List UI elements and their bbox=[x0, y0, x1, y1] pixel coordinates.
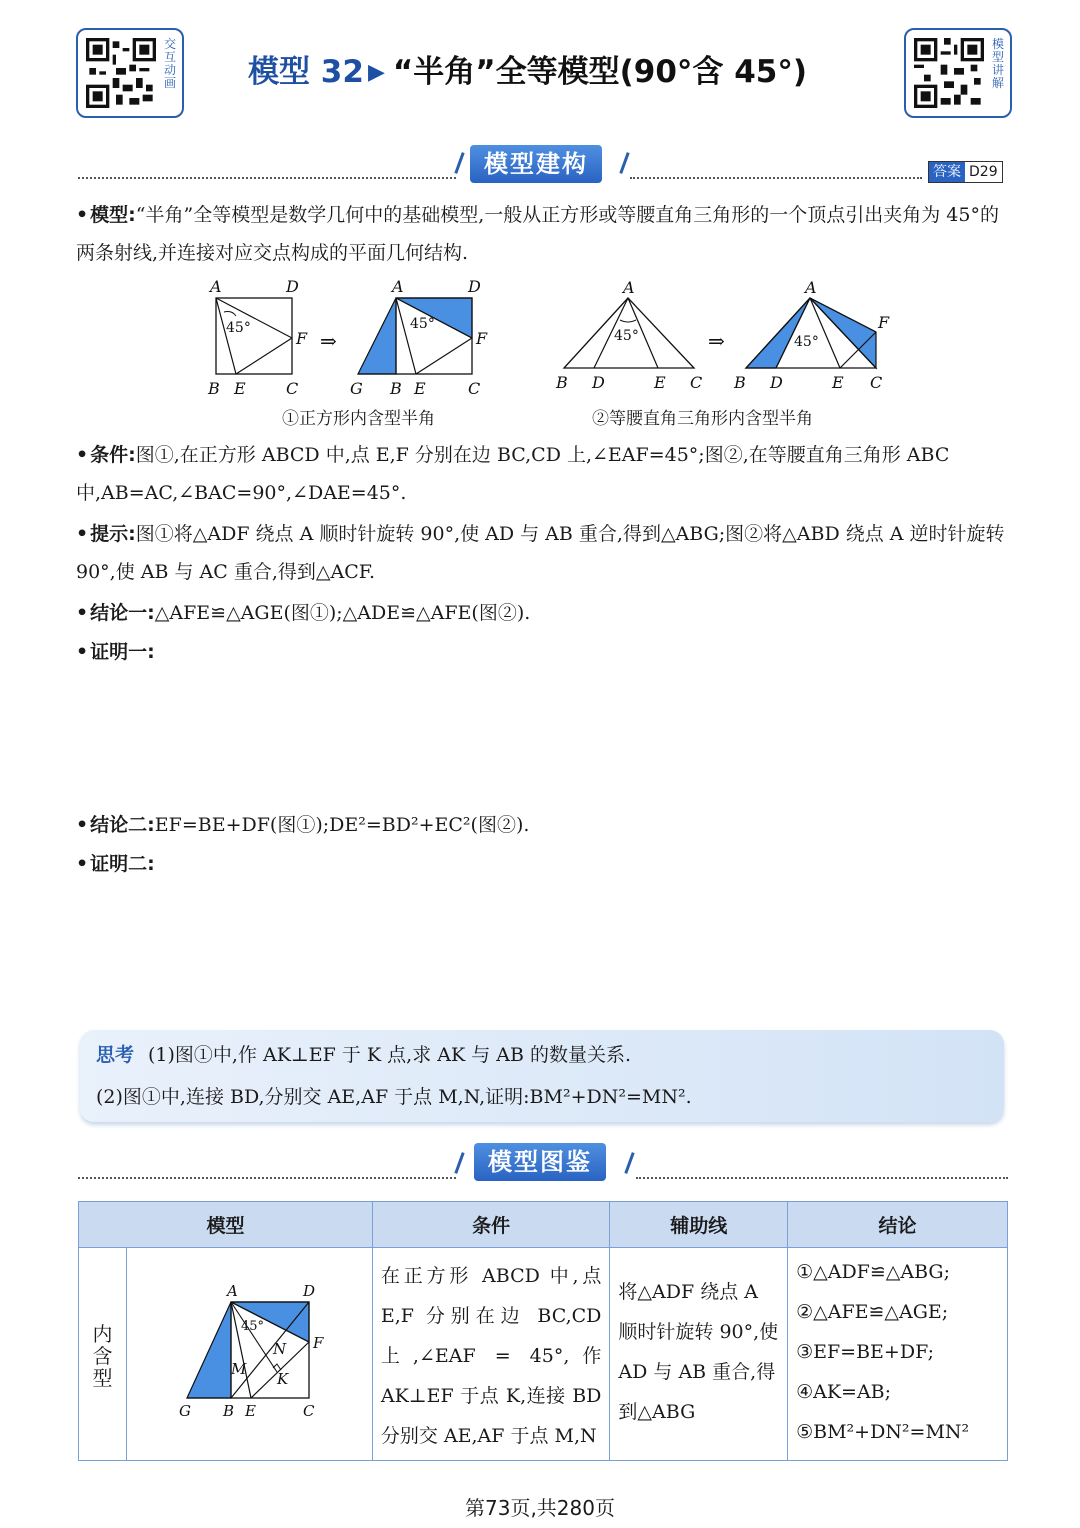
condition-text: 图①,在正方形 ABCD 中,点 E,F 分别在边 BC,CD 上,∠EAF=45°;图②,在等腰直角三角形 ABC 中,AB=AC,∠BAC=90°,∠DAE=45°. bbox=[76, 444, 950, 504]
answer-code: D29 bbox=[969, 164, 998, 180]
conclusion-two: • 结论二:EF=BE+DF(图①);DE²=BD²+EC²(图②). bbox=[76, 814, 530, 836]
conclusion-item: ④AK=AB; bbox=[796, 1381, 892, 1403]
think-label: 思考 bbox=[96, 1044, 135, 1066]
answer-reference-badge bbox=[928, 161, 1003, 183]
point-label: C bbox=[286, 379, 299, 398]
table-row bbox=[79, 1248, 1008, 1461]
conclusion-one-label: 结论一: bbox=[90, 602, 155, 624]
point-label: B bbox=[208, 379, 220, 398]
point-label: E bbox=[832, 373, 844, 392]
hint-text: 图①将△ADF 绕点 A 顺时针旋转 90°,使 AD 与 AB 重合,得到△ABG;图②将△ABD 绕点 A 逆时针旋转 90°,使 AB 与 AC 重合,得到△ACF. bbox=[76, 523, 1005, 583]
think-question-2: (2)图①中,连接 BD,分别交 AE,AF 于点 M,N,证明:BM²+DN²=MN². bbox=[96, 1086, 692, 1108]
qr-code-icon bbox=[914, 38, 984, 108]
point-label: C bbox=[870, 373, 883, 392]
point-label: K bbox=[276, 1369, 289, 1388]
point-label: E bbox=[414, 379, 426, 398]
condition-label: 条件: bbox=[90, 444, 136, 466]
point-label: C bbox=[690, 373, 703, 392]
qr-code-lecture[interactable] bbox=[904, 28, 1012, 118]
point-label: A bbox=[805, 278, 817, 297]
model-type-cell bbox=[79, 1248, 127, 1461]
table-header: 模型 bbox=[79, 1202, 373, 1248]
page-indicator: 第73页,共280页 bbox=[465, 1496, 615, 1520]
divider bbox=[454, 1152, 464, 1174]
angle-label: 45° bbox=[614, 328, 639, 344]
model-text: “半角”全等模型是数学几何中的基础模型,一般从正方形或等腰直角三角形的一个顶点引出夹角为 45°的两条射线,并连接对应交点构成的平面几何结构. bbox=[76, 204, 999, 264]
point-label: D bbox=[286, 277, 299, 296]
qr-label: 模型讲解 bbox=[992, 37, 1005, 90]
table-header: 条件 bbox=[372, 1202, 610, 1248]
point-label: D bbox=[302, 1281, 315, 1300]
proof-one: • 证明一: bbox=[76, 641, 155, 663]
point-label: B bbox=[390, 379, 402, 398]
conclusion-item: ①△ADF≌△ABG; bbox=[796, 1261, 951, 1283]
think-question-1 bbox=[96, 1040, 631, 1067]
point-label: A bbox=[226, 1281, 238, 1300]
table-header: 结论 bbox=[788, 1202, 1008, 1248]
model-figure-cell bbox=[126, 1248, 372, 1461]
answer-label: 答案 bbox=[929, 162, 965, 182]
figure-square-half-angle bbox=[200, 276, 520, 402]
divider bbox=[636, 1177, 1008, 1179]
angle-label: 45° bbox=[794, 334, 819, 350]
point-label: A bbox=[392, 277, 404, 296]
qr-label: 交互动画 bbox=[164, 37, 177, 90]
point-label: B bbox=[222, 1401, 234, 1420]
point-label: A bbox=[623, 278, 635, 297]
figure-caption-2: ②等腰直角三角形内含型半角 bbox=[592, 409, 813, 429]
point-label: D bbox=[770, 373, 783, 392]
conclusion-one: • 结论一:△AFE≌△AGE(图①);△ADE≌△AFE(图②). bbox=[76, 602, 531, 624]
model-number: 模型 32 bbox=[248, 54, 364, 90]
table-header: 辅助线 bbox=[610, 1202, 788, 1248]
divider bbox=[619, 152, 629, 174]
hint-block: • 提示:图①将△ADF 绕点 A 顺时针旋转 90°,使 AD 与 AB 重合,得到△ABG;图②将△ABD 绕点 A 逆时针旋转 90°,使 AB 与 AC 重合,得到△ACF. bbox=[76, 523, 1005, 583]
proof-one-label: 证明一: bbox=[90, 641, 155, 663]
point-label: F bbox=[878, 313, 890, 332]
point-label: D bbox=[468, 277, 481, 296]
angle-label: 45° bbox=[226, 320, 251, 336]
think-q1-text: (1)图①中,作 AK⊥EF 于 K 点,求 AK 与 AB 的数量关系. bbox=[148, 1044, 631, 1066]
section-title-model-construction: 模型建构 bbox=[470, 145, 602, 183]
qr-code-animation[interactable] bbox=[76, 28, 184, 118]
implies-arrow: ⇒ bbox=[708, 329, 725, 353]
page-title bbox=[248, 46, 807, 91]
section-title-model-gallery: 模型图鉴 bbox=[474, 1143, 606, 1181]
divider bbox=[630, 177, 922, 179]
hint-label: 提示: bbox=[90, 523, 136, 545]
play-triangle-icon: ▶ bbox=[367, 60, 385, 85]
point-label: N bbox=[272, 1339, 287, 1358]
implies-arrow: ⇒ bbox=[320, 329, 337, 353]
angle-label: 45° bbox=[240, 1318, 264, 1334]
conclusion-item: ⑤BM²+DN²=MN² bbox=[796, 1421, 970, 1443]
point-label: F bbox=[296, 329, 308, 348]
model-label: 模型: bbox=[90, 204, 136, 226]
figure-caption-1: ①正方形内含型半角 bbox=[282, 409, 435, 429]
divider bbox=[624, 1152, 634, 1174]
condition-block: • 条件:图①,在正方形 ABCD 中,点 E,F 分别在边 BC,CD 上,∠EAF=45°;图②,在等腰直角三角形 ABC 中,AB=AC,∠BAC=90°,∠DAE=45°. bbox=[76, 444, 950, 504]
point-label: B bbox=[556, 373, 568, 392]
point-label: E bbox=[654, 373, 666, 392]
point-label: A bbox=[210, 277, 222, 296]
divider bbox=[454, 152, 464, 174]
divider bbox=[78, 177, 456, 179]
point-label: G bbox=[350, 379, 363, 398]
model-definition: • 模型:“半角”全等模型是数学几何中的基础模型,一般从正方形或等腰直角三角形的一个顶点引出夹角为 45°的两条射线,并连接对应交点构成的平面几何结构. bbox=[76, 204, 999, 264]
aux-line-cell: 将△ADF 绕点 A 顺时针旋转 90°,使 AD 与 AB 重合,得到△ABG bbox=[610, 1248, 788, 1461]
point-label: E bbox=[244, 1401, 256, 1420]
figure-inner-half-angle bbox=[127, 1282, 371, 1422]
point-label: B bbox=[734, 373, 746, 392]
point-label: M bbox=[230, 1359, 247, 1378]
point-label: F bbox=[312, 1333, 324, 1352]
divider bbox=[78, 1177, 456, 1179]
point-label: C bbox=[302, 1401, 315, 1420]
proof-two-label: 证明二: bbox=[90, 853, 155, 875]
table-header-row bbox=[79, 1202, 1008, 1248]
title-text: “半角”全等模型(90°含 45°) bbox=[392, 54, 808, 90]
point-label: D bbox=[592, 373, 605, 392]
think-box bbox=[80, 1030, 1004, 1122]
conclusion-cell bbox=[788, 1248, 1008, 1461]
condition-cell: 在正方形 ABCD 中,点 E,F 分别在边 BC,CD 上,∠EAF = 45°,作 AK⊥EF 于点 K,连接 BD 分别交 AE,AF 于点 M,N bbox=[372, 1248, 610, 1461]
conclusion-two-text: EF=BE+DF(图①);DE²=BD²+EC²(图②). bbox=[154, 814, 530, 836]
qr-code-icon bbox=[86, 38, 156, 108]
conclusion-two-label: 结论二: bbox=[90, 814, 155, 836]
conclusion-item: ③EF=BE+DF; bbox=[796, 1341, 934, 1363]
figure-triangle-half-angle bbox=[550, 276, 900, 402]
model-table bbox=[78, 1201, 1008, 1461]
conclusion-item: ②△AFE≌△AGE; bbox=[796, 1301, 949, 1323]
conclusion-one-text: △AFE≌△AGE(图①);△ADE≌△AFE(图②). bbox=[154, 602, 531, 624]
point-label: C bbox=[468, 379, 481, 398]
proof-two: • 证明二: bbox=[76, 853, 155, 875]
angle-label: 45° bbox=[410, 316, 435, 332]
point-label: E bbox=[234, 379, 246, 398]
model-type: 内含型 bbox=[92, 1322, 113, 1390]
point-label: F bbox=[476, 329, 488, 348]
point-label: G bbox=[178, 1401, 191, 1420]
